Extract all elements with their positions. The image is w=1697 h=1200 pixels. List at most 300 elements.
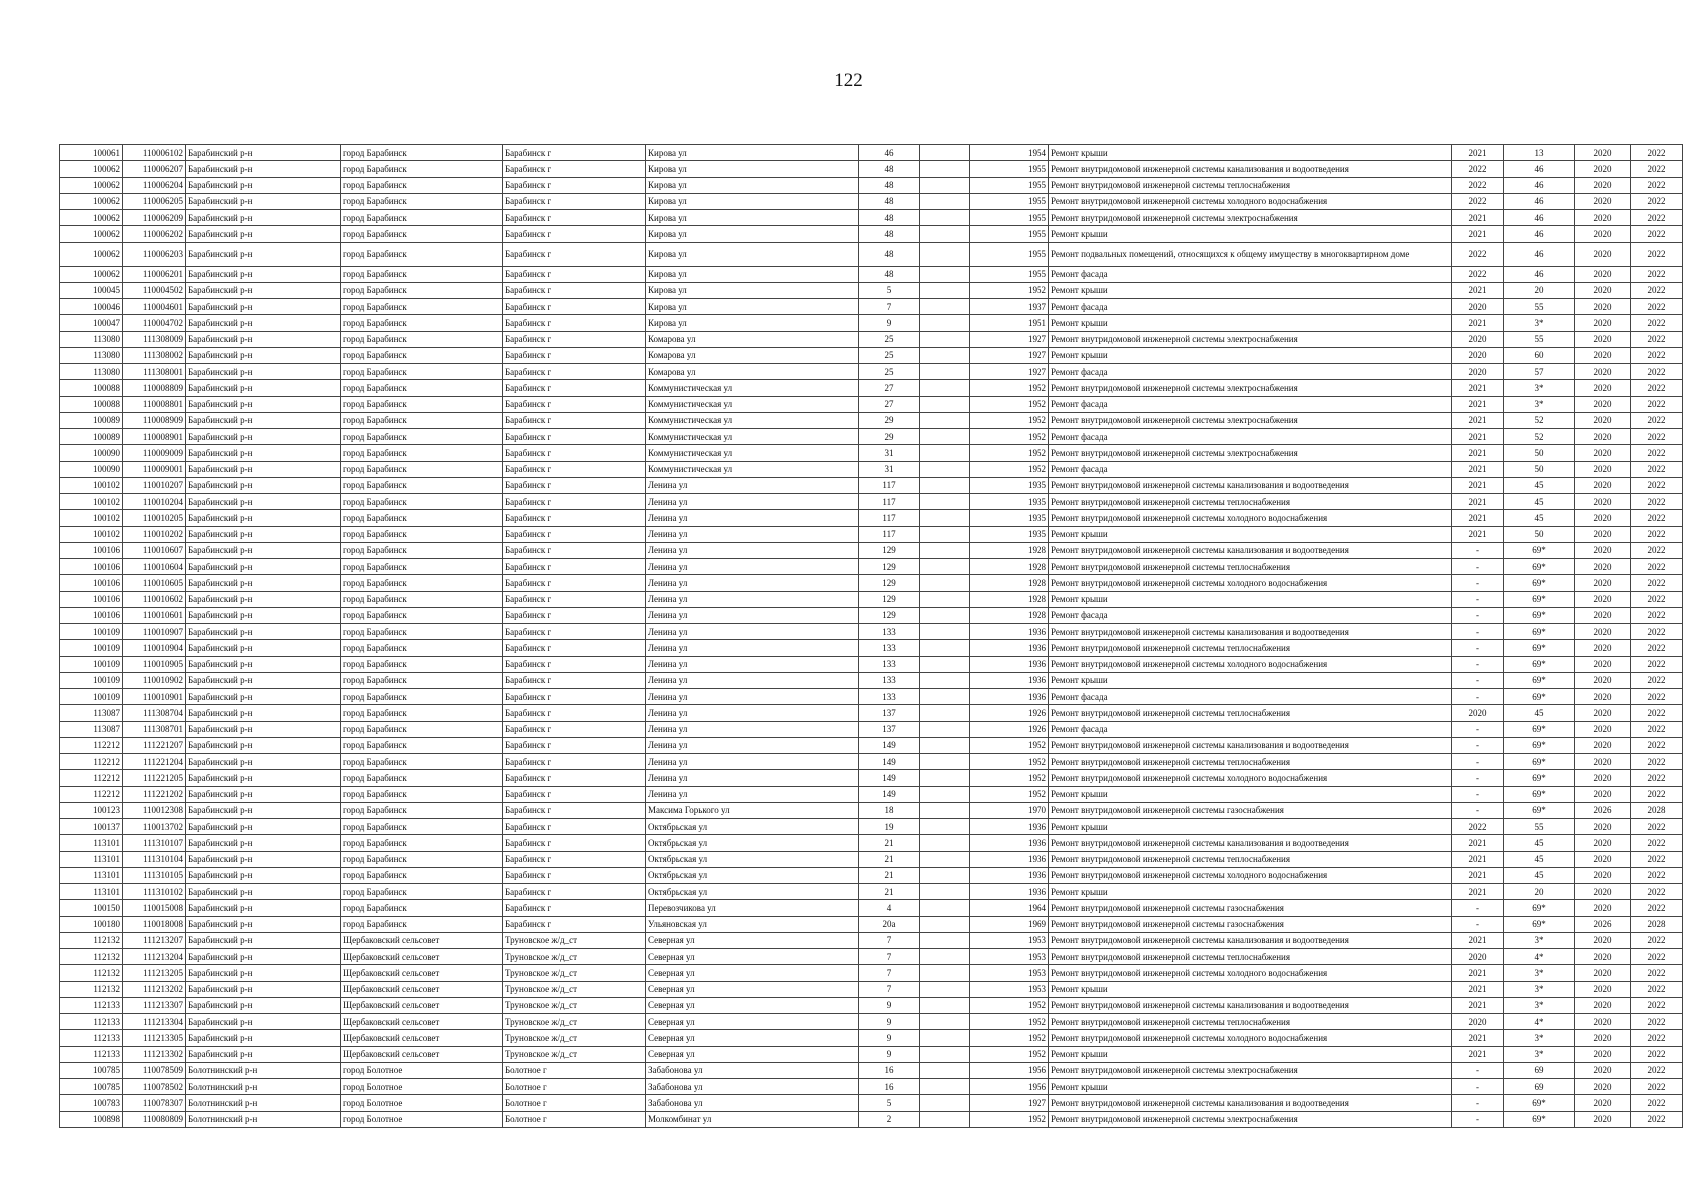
cell-municipality: город Барабинск: [341, 900, 503, 916]
cell-year-planned: 2021: [1452, 396, 1504, 412]
cell-street: Коммунистическая ул: [646, 429, 859, 445]
cell-house-id: 100109: [60, 624, 123, 640]
cell-house-number: 117: [859, 477, 920, 493]
cell-year-planned: 2020: [1452, 299, 1504, 315]
cell-house-number: 31: [859, 461, 920, 477]
cell-period-start: 2020: [1575, 364, 1631, 380]
cell-house-id: 100109: [60, 672, 123, 688]
cell-wear-percent: 55: [1504, 331, 1575, 347]
cell-settlement: Барабинск г: [503, 819, 646, 835]
cell-year-built: 1964: [970, 900, 1049, 916]
cell-work-id: 111308704: [123, 705, 186, 721]
cell-wear-percent: 50: [1504, 445, 1575, 461]
cell-period-start: 2020: [1575, 981, 1631, 997]
cell-work-id: 110010601: [123, 607, 186, 623]
cell-house-number: 129: [859, 591, 920, 607]
table-row: [60, 851, 1683, 867]
cell-street: Северная ул: [646, 949, 859, 965]
cell-year-built: 1952: [970, 429, 1049, 445]
cell-work-type: Ремонт крыши: [1049, 526, 1452, 542]
cell-period-start: 2020: [1575, 1062, 1631, 1078]
cell-work-type: Ремонт внутридомовой инженерной системы электроснабжения: [1049, 1111, 1452, 1127]
cell-district: Барабинский р-н: [186, 867, 341, 883]
cell-period-end: 2022: [1631, 981, 1683, 997]
table-row: [60, 1030, 1683, 1046]
cell-work-id: 110006203: [123, 242, 186, 266]
cell-settlement: Барабинск г: [503, 559, 646, 575]
cell-building: [920, 161, 970, 177]
cell-house-id: 100089: [60, 429, 123, 445]
cell-year-planned: 2022: [1452, 266, 1504, 282]
cell-period-start: 2020: [1575, 786, 1631, 802]
cell-settlement: Барабинск г: [503, 526, 646, 542]
cell-building: [920, 210, 970, 226]
cell-period-end: 2022: [1631, 299, 1683, 315]
cell-municipality: город Барабинск: [341, 364, 503, 380]
cell-house-id: 100785: [60, 1079, 123, 1095]
cell-district: Барабинский р-н: [186, 607, 341, 623]
table-row: [60, 1062, 1683, 1078]
cell-building: [920, 591, 970, 607]
cell-work-type: Ремонт крыши: [1049, 347, 1452, 363]
cell-period-start: 2020: [1575, 559, 1631, 575]
cell-house-number: 137: [859, 705, 920, 721]
cell-house-number: 149: [859, 754, 920, 770]
cell-work-type: Ремонт внутридомовой инженерной системы канализования и водоотведения: [1049, 997, 1452, 1013]
cell-municipality: город Барабинск: [341, 624, 503, 640]
cell-house-number: 137: [859, 721, 920, 737]
cell-house-id: 100061: [60, 145, 123, 161]
cell-building: [920, 494, 970, 510]
cell-municipality: город Барабинск: [341, 226, 503, 242]
cell-year-built: 1952: [970, 1046, 1049, 1062]
cell-street: Ульяновская ул: [646, 916, 859, 932]
table-row: [60, 145, 1683, 161]
cell-district: Барабинский р-н: [186, 932, 341, 948]
cell-settlement: Барабинск г: [503, 412, 646, 428]
cell-settlement: Болотное г: [503, 1095, 646, 1111]
cell-district: Барабинский р-н: [186, 1030, 341, 1046]
cell-settlement: Барабинск г: [503, 640, 646, 656]
cell-period-end: 2022: [1631, 900, 1683, 916]
cell-year-planned: 2021: [1452, 851, 1504, 867]
cell-year-built: 1953: [970, 981, 1049, 997]
cell-building: [920, 705, 970, 721]
cell-period-end: 2022: [1631, 786, 1683, 802]
cell-year-planned: 2021: [1452, 932, 1504, 948]
cell-street: Комарова ул: [646, 364, 859, 380]
cell-period-end: 2022: [1631, 867, 1683, 883]
cell-year-built: 1955: [970, 226, 1049, 242]
cell-house-number: 4: [859, 900, 920, 916]
cell-period-start: 2020: [1575, 932, 1631, 948]
cell-municipality: Щербаковский сельсовет: [341, 965, 503, 981]
cell-building: [920, 640, 970, 656]
table-row: [60, 932, 1683, 948]
cell-work-type: Ремонт подвальных помещений, относящихся к общему имуществу в многоквартирном доме: [1049, 242, 1452, 266]
cell-period-start: 2020: [1575, 242, 1631, 266]
cell-year-planned: -: [1452, 656, 1504, 672]
cell-year-built: 1952: [970, 737, 1049, 753]
cell-municipality: город Барабинск: [341, 786, 503, 802]
cell-settlement: Труновское ж/д_ст: [503, 932, 646, 948]
cell-year-built: 1927: [970, 347, 1049, 363]
cell-settlement: Труновское ж/д_ст: [503, 1030, 646, 1046]
cell-settlement: Барабинск г: [503, 689, 646, 705]
cell-street: Коммунистическая ул: [646, 396, 859, 412]
cell-work-type: Ремонт внутридомовой инженерной системы канализования и водоотведения: [1049, 932, 1452, 948]
cell-house-id: 100062: [60, 193, 123, 209]
cell-period-end: 2022: [1631, 819, 1683, 835]
cell-work-id: 110010207: [123, 477, 186, 493]
cell-period-end: 2022: [1631, 145, 1683, 161]
cell-year-built: 1928: [970, 559, 1049, 575]
cell-street: Октябрьская ул: [646, 835, 859, 851]
cell-period-end: 2022: [1631, 1030, 1683, 1046]
cell-work-type: Ремонт крыши: [1049, 226, 1452, 242]
cell-wear-percent: 69: [1504, 1079, 1575, 1095]
cell-house-id: 100047: [60, 315, 123, 331]
cell-year-planned: 2021: [1452, 981, 1504, 997]
cell-work-id: 111213202: [123, 981, 186, 997]
cell-house-id: 112133: [60, 1046, 123, 1062]
cell-year-planned: -: [1452, 1079, 1504, 1095]
cell-settlement: Барабинск г: [503, 867, 646, 883]
cell-wear-percent: 46: [1504, 266, 1575, 282]
cell-period-end: 2022: [1631, 624, 1683, 640]
cell-building: [920, 754, 970, 770]
cell-house-number: 117: [859, 526, 920, 542]
table-row: [60, 640, 1683, 656]
cell-municipality: город Барабинск: [341, 299, 503, 315]
cell-wear-percent: 45: [1504, 705, 1575, 721]
cell-district: Барабинский р-н: [186, 210, 341, 226]
cell-year-built: 1936: [970, 624, 1049, 640]
cell-year-planned: 2021: [1452, 226, 1504, 242]
cell-municipality: Щербаковский сельсовет: [341, 1046, 503, 1062]
cell-house-number: 48: [859, 210, 920, 226]
cell-house-id: 100106: [60, 607, 123, 623]
cell-municipality: город Барабинск: [341, 494, 503, 510]
cell-period-end: 2022: [1631, 429, 1683, 445]
cell-street: Северная ул: [646, 1014, 859, 1030]
cell-year-built: 1955: [970, 210, 1049, 226]
cell-year-built: 1952: [970, 282, 1049, 298]
cell-municipality: город Барабинск: [341, 851, 503, 867]
cell-work-type: Ремонт внутридомовой инженерной системы электроснабжения: [1049, 331, 1452, 347]
cell-period-start: 2026: [1575, 802, 1631, 818]
cell-building: [920, 851, 970, 867]
cell-year-planned: 2021: [1452, 1046, 1504, 1062]
cell-municipality: Щербаковский сельсовет: [341, 932, 503, 948]
cell-street: Коммунистическая ул: [646, 412, 859, 428]
table-row: [60, 396, 1683, 412]
cell-house-number: 48: [859, 226, 920, 242]
cell-street: Ленина ул: [646, 607, 859, 623]
cell-work-type: Ремонт внутридомовой инженерной системы холодного водоснабжения: [1049, 1030, 1452, 1046]
cell-period-end: 2022: [1631, 770, 1683, 786]
table-row: [60, 900, 1683, 916]
cell-settlement: Барабинск г: [503, 542, 646, 558]
cell-work-type: Ремонт внутридомовой инженерной системы холодного водоснабжения: [1049, 510, 1452, 526]
cell-work-id: 110012308: [123, 802, 186, 818]
cell-period-start: 2020: [1575, 445, 1631, 461]
cell-wear-percent: 69*: [1504, 1111, 1575, 1127]
cell-period-end: 2022: [1631, 364, 1683, 380]
cell-street: Кирова ул: [646, 161, 859, 177]
cell-house-number: 25: [859, 331, 920, 347]
cell-settlement: Барабинск г: [503, 672, 646, 688]
cell-district: Барабинский р-н: [186, 900, 341, 916]
cell-year-built: 1926: [970, 705, 1049, 721]
cell-period-end: 2022: [1631, 177, 1683, 193]
cell-district: Барабинский р-н: [186, 575, 341, 591]
cell-settlement: Барабинск г: [503, 266, 646, 282]
cell-house-number: 9: [859, 315, 920, 331]
cell-year-built: 1952: [970, 997, 1049, 1013]
cell-wear-percent: 3*: [1504, 315, 1575, 331]
cell-work-type: Ремонт фасада: [1049, 721, 1452, 737]
cell-work-type: Ремонт внутридомовой инженерной системы теплоснабжения: [1049, 494, 1452, 510]
cell-municipality: город Барабинск: [341, 331, 503, 347]
cell-street: Кирова ул: [646, 242, 859, 266]
cell-settlement: Труновское ж/д_ст: [503, 981, 646, 997]
cell-work-id: 110078307: [123, 1095, 186, 1111]
cell-district: Барабинский р-н: [186, 770, 341, 786]
cell-municipality: город Болотное: [341, 1111, 503, 1127]
cell-period-end: 2022: [1631, 575, 1683, 591]
cell-district: Барабинский р-н: [186, 884, 341, 900]
cell-year-planned: -: [1452, 640, 1504, 656]
cell-district: Барабинский р-н: [186, 282, 341, 298]
cell-period-start: 2020: [1575, 640, 1631, 656]
cell-house-number: 133: [859, 640, 920, 656]
cell-work-type: Ремонт внутридомовой инженерной системы холодного водоснабжения: [1049, 867, 1452, 883]
cell-building: [920, 1014, 970, 1030]
cell-municipality: город Барабинск: [341, 867, 503, 883]
cell-municipality: Щербаковский сельсовет: [341, 1014, 503, 1030]
cell-period-end: 2022: [1631, 591, 1683, 607]
cell-year-built: 1970: [970, 802, 1049, 818]
cell-year-built: 1956: [970, 1079, 1049, 1095]
cell-house-id: 100088: [60, 396, 123, 412]
cell-house-number: 117: [859, 510, 920, 526]
cell-street: Ленина ул: [646, 575, 859, 591]
cell-house-id: 100123: [60, 802, 123, 818]
cell-work-id: 110006204: [123, 177, 186, 193]
cell-year-planned: 2021: [1452, 380, 1504, 396]
cell-period-start: 2020: [1575, 867, 1631, 883]
cell-wear-percent: 3*: [1504, 997, 1575, 1013]
cell-period-start: 2020: [1575, 575, 1631, 591]
table-row: [60, 786, 1683, 802]
cell-district: Болотнинский р-н: [186, 1062, 341, 1078]
cell-district: Барабинский р-н: [186, 1046, 341, 1062]
cell-municipality: город Барабинск: [341, 412, 503, 428]
cell-municipality: город Болотное: [341, 1062, 503, 1078]
cell-municipality: город Барабинск: [341, 161, 503, 177]
cell-settlement: Барабинск г: [503, 575, 646, 591]
cell-work-type: Ремонт фасада: [1049, 689, 1452, 705]
cell-house-number: 21: [859, 835, 920, 851]
cell-house-id: 100102: [60, 494, 123, 510]
cell-municipality: город Барабинск: [341, 754, 503, 770]
cell-work-type: Ремонт внутридомовой инженерной системы холодного водоснабжения: [1049, 965, 1452, 981]
cell-work-id: 110010904: [123, 640, 186, 656]
cell-district: Барабинский р-н: [186, 445, 341, 461]
cell-period-start: 2020: [1575, 965, 1631, 981]
cell-work-type: Ремонт крыши: [1049, 591, 1452, 607]
cell-period-end: 2022: [1631, 1111, 1683, 1127]
table-row: [60, 802, 1683, 818]
cell-municipality: город Барабинск: [341, 819, 503, 835]
cell-work-id: 110006201: [123, 266, 186, 282]
cell-wear-percent: 69*: [1504, 786, 1575, 802]
cell-house-id: 112133: [60, 1030, 123, 1046]
cell-municipality: Щербаковский сельсовет: [341, 949, 503, 965]
cell-period-end: 2022: [1631, 656, 1683, 672]
cell-district: Барабинский р-н: [186, 689, 341, 705]
cell-wear-percent: 45: [1504, 477, 1575, 493]
cell-district: Барабинский р-н: [186, 299, 341, 315]
cell-period-start: 2020: [1575, 210, 1631, 226]
cell-house-number: 149: [859, 786, 920, 802]
cell-municipality: город Барабинск: [341, 737, 503, 753]
table-row: [60, 315, 1683, 331]
cell-work-id: 110013702: [123, 819, 186, 835]
cell-municipality: город Барабинск: [341, 559, 503, 575]
cell-municipality: город Барабинск: [341, 445, 503, 461]
cell-building: [920, 656, 970, 672]
cell-house-number: 29: [859, 412, 920, 428]
cell-building: [920, 177, 970, 193]
cell-building: [920, 900, 970, 916]
cell-settlement: Барабинск г: [503, 494, 646, 510]
table-row: [60, 591, 1683, 607]
cell-district: Барабинский р-н: [186, 672, 341, 688]
cell-building: [920, 510, 970, 526]
cell-wear-percent: 55: [1504, 819, 1575, 835]
cell-work-id: 111213304: [123, 1014, 186, 1030]
cell-work-type: Ремонт внутридомовой инженерной системы теплоснабжения: [1049, 754, 1452, 770]
cell-wear-percent: 46: [1504, 242, 1575, 266]
cell-year-built: 1927: [970, 331, 1049, 347]
cell-year-built: 1936: [970, 689, 1049, 705]
cell-period-start: 2026: [1575, 916, 1631, 932]
cell-settlement: Барабинск г: [503, 177, 646, 193]
cell-year-planned: -: [1452, 672, 1504, 688]
cell-settlement: Барабинск г: [503, 347, 646, 363]
cell-year-planned: -: [1452, 575, 1504, 591]
cell-house-number: 7: [859, 299, 920, 315]
cell-house-number: 16: [859, 1062, 920, 1078]
cell-year-built: 1952: [970, 786, 1049, 802]
cell-building: [920, 932, 970, 948]
cell-work-id: 111308001: [123, 364, 186, 380]
cell-house-number: 7: [859, 932, 920, 948]
cell-house-number: 27: [859, 380, 920, 396]
table-row: [60, 949, 1683, 965]
cell-district: Барабинский р-н: [186, 461, 341, 477]
cell-municipality: город Барабинск: [341, 591, 503, 607]
cell-district: Барабинский р-н: [186, 510, 341, 526]
cell-period-start: 2020: [1575, 835, 1631, 851]
cell-period-end: 2022: [1631, 526, 1683, 542]
cell-settlement: Барабинск г: [503, 477, 646, 493]
cell-settlement: Барабинск г: [503, 754, 646, 770]
cell-wear-percent: 3*: [1504, 981, 1575, 997]
cell-year-built: 1953: [970, 965, 1049, 981]
cell-municipality: город Барабинск: [341, 477, 503, 493]
cell-house-number: 133: [859, 672, 920, 688]
cell-wear-percent: 3*: [1504, 380, 1575, 396]
cell-period-start: 2020: [1575, 900, 1631, 916]
table-row: [60, 819, 1683, 835]
cell-period-start: 2020: [1575, 819, 1631, 835]
cell-house-id: 113101: [60, 867, 123, 883]
cell-year-built: 1936: [970, 835, 1049, 851]
table-row: [60, 461, 1683, 477]
cell-district: Болотнинский р-н: [186, 1111, 341, 1127]
cell-street: Ленина ул: [646, 721, 859, 737]
cell-work-type: Ремонт внутридомовой инженерной системы холодного водоснабжения: [1049, 193, 1452, 209]
cell-house-id: 100090: [60, 461, 123, 477]
cell-year-built: 1952: [970, 396, 1049, 412]
cell-building: [920, 1062, 970, 1078]
table-row: [60, 494, 1683, 510]
cell-year-built: 1936: [970, 640, 1049, 656]
cell-street: Кирова ул: [646, 282, 859, 298]
cell-period-end: 2022: [1631, 559, 1683, 575]
cell-year-planned: -: [1452, 1062, 1504, 1078]
cell-work-id: 110004601: [123, 299, 186, 315]
cell-street: Октябрьская ул: [646, 851, 859, 867]
cell-house-number: 2: [859, 1111, 920, 1127]
cell-year-built: 1953: [970, 932, 1049, 948]
cell-wear-percent: 69*: [1504, 640, 1575, 656]
cell-year-planned: 2021: [1452, 210, 1504, 226]
cell-work-id: 110008801: [123, 396, 186, 412]
cell-year-built: 1926: [970, 721, 1049, 737]
cell-house-number: 129: [859, 575, 920, 591]
cell-wear-percent: 45: [1504, 494, 1575, 510]
cell-street: Кирова ул: [646, 315, 859, 331]
cell-wear-percent: 69*: [1504, 542, 1575, 558]
cell-district: Барабинский р-н: [186, 656, 341, 672]
cell-settlement: Барабинск г: [503, 835, 646, 851]
cell-year-planned: 2021: [1452, 835, 1504, 851]
cell-wear-percent: 69*: [1504, 689, 1575, 705]
cell-period-end: 2028: [1631, 802, 1683, 818]
cell-work-id: 110008909: [123, 412, 186, 428]
cell-wear-percent: 3*: [1504, 932, 1575, 948]
cell-street: Ленина ул: [646, 526, 859, 542]
cell-work-id: 111310102: [123, 884, 186, 900]
cell-work-type: Ремонт фасада: [1049, 461, 1452, 477]
cell-year-built: 1952: [970, 1111, 1049, 1127]
cell-wear-percent: 46: [1504, 161, 1575, 177]
table-row: [60, 884, 1683, 900]
cell-street: Ленина ул: [646, 494, 859, 510]
cell-municipality: город Барабинск: [341, 461, 503, 477]
cell-period-end: 2022: [1631, 851, 1683, 867]
cell-building: [920, 1079, 970, 1095]
cell-building: [920, 542, 970, 558]
cell-wear-percent: 4*: [1504, 1014, 1575, 1030]
cell-period-start: 2020: [1575, 145, 1631, 161]
cell-street: Забабонова ул: [646, 1079, 859, 1095]
cell-building: [920, 672, 970, 688]
